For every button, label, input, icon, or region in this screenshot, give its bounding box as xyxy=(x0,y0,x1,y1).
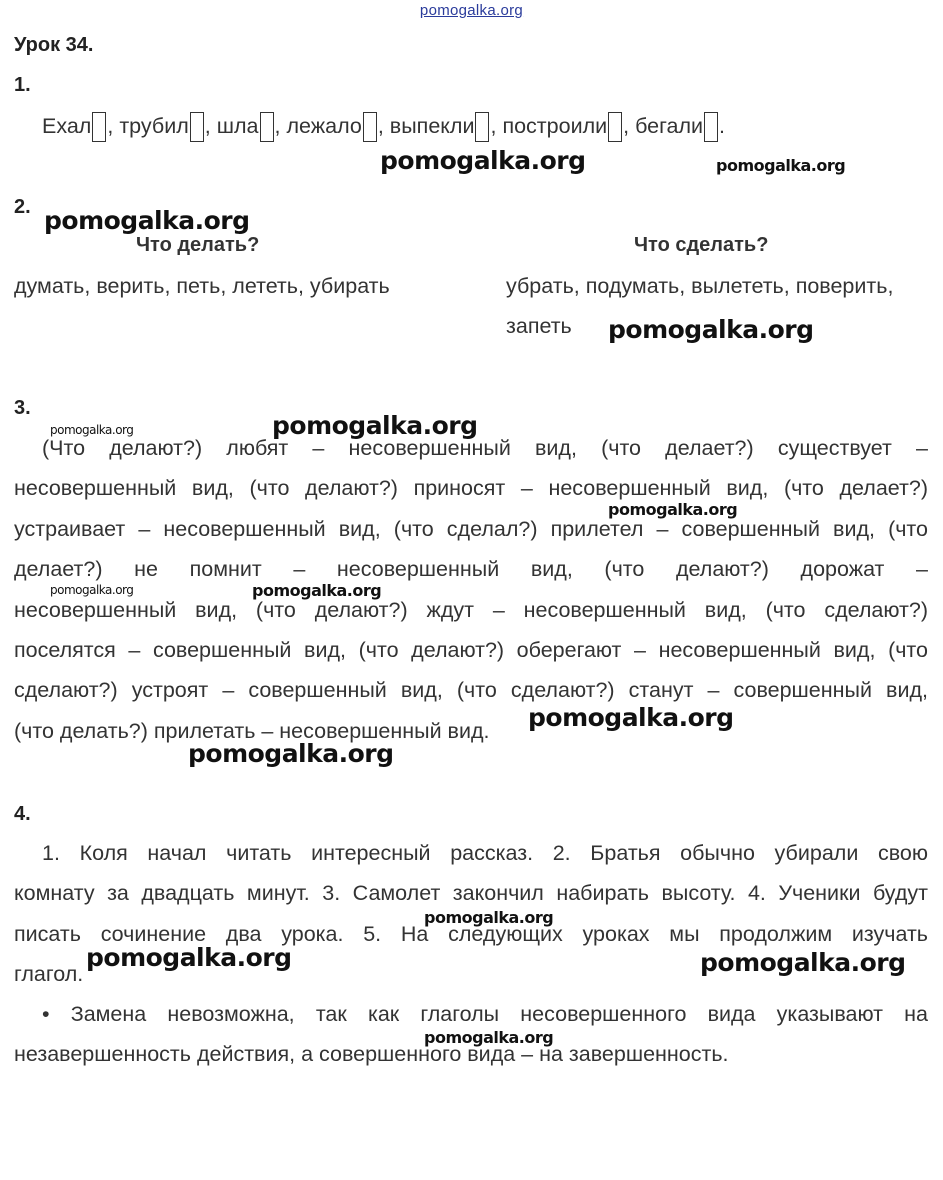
paragraph-line: комнату за двадцать минут. 3. Самолет закончил набирать высоту. 4. Ученики будут xyxy=(14,881,928,906)
answer-box xyxy=(475,112,489,142)
answer-box xyxy=(363,112,377,142)
paragraph-line: (что делать?) прилетать – несовершенный вид. xyxy=(14,718,490,743)
watermark: pomogalka.org xyxy=(424,1028,554,1047)
right-column-header: Что сделать? xyxy=(634,234,769,256)
task1-word: лежало xyxy=(286,114,362,138)
paragraph-line: глагол. xyxy=(14,962,84,987)
paragraph-line: сделают?) устроят – совершенный вид, (что сделают?) станут – совершенный вид, xyxy=(14,678,928,703)
paragraph-line: писать сочинение два урока. 5. На следующих уроках мы продолжим изучать xyxy=(14,921,928,946)
watermark: pomogalka.org xyxy=(188,739,394,768)
sentence-end: . xyxy=(719,114,726,138)
separator: , xyxy=(490,114,497,138)
left-column-header: Что делать? xyxy=(136,234,260,256)
separator: , xyxy=(274,114,281,138)
task1-word: построили xyxy=(502,114,608,138)
watermark: pomogalka.org xyxy=(252,581,382,600)
watermark: pomogalka.org xyxy=(716,156,846,175)
task1-word: выпекли xyxy=(389,114,475,138)
paragraph-line: несовершенный вид, (что делают?) приносят – несовершенный вид, (что делает?) xyxy=(14,476,928,501)
watermark: pomogalka.org xyxy=(272,411,478,440)
watermark: pomogalka.org xyxy=(608,500,738,519)
separator: , xyxy=(107,114,114,138)
task3-number: 3. xyxy=(14,397,31,419)
answer-box xyxy=(260,112,274,142)
paragraph-line: поселятся – совершенный вид, (что делают?) оберегают – несовершенный вид, (что xyxy=(14,637,928,662)
lesson-title: Урок 34. xyxy=(14,34,94,56)
paragraph-line: несовершенный вид, (что делают?) ждут – несовершенный вид, (что сделают?) xyxy=(14,597,928,622)
watermark: pomogalka.org xyxy=(380,146,586,175)
separator: , xyxy=(204,114,211,138)
watermark: pomogalka.org xyxy=(50,423,134,437)
watermark: pomogalka.org xyxy=(424,908,554,927)
answer-box xyxy=(92,112,106,142)
watermark: pomogalka.org xyxy=(44,206,250,235)
right-column-line-2: запеть xyxy=(506,314,572,338)
note-line: незавершенность действия, а совершенного вида – на завершенность. xyxy=(14,1042,729,1067)
separator: , xyxy=(623,114,630,138)
task1-number: 1. xyxy=(14,74,31,96)
watermark: pomogalka.org xyxy=(50,583,134,597)
task1-word: трубил xyxy=(119,114,189,138)
answer-box xyxy=(608,112,622,142)
top-watermark-link[interactable]: pomogalka.org xyxy=(419,2,524,19)
left-column-text: думать, верить, петь, лететь, убирать xyxy=(14,274,390,298)
paragraph-line: делает?) не помнит – несовершенный вид, (что делают?) дорожат – xyxy=(14,557,928,582)
task2-number: 2. xyxy=(14,196,31,218)
paragraph-line: устраивает – несовершенный вид, (что сделал?) прилетел – совершенный вид, (что xyxy=(14,516,928,541)
task1-word: Ехал xyxy=(42,114,92,138)
task4-number: 4. xyxy=(14,803,31,825)
note-line: • Замена невозможна, так как глаголы несовершенного вида указывают на xyxy=(42,1002,928,1026)
task1-word: шла xyxy=(216,114,259,138)
watermark: pomogalka.org xyxy=(86,943,292,972)
task1-sentence xyxy=(42,112,725,142)
answer-box xyxy=(704,112,718,142)
paragraph-line: (Что делают?) любят – несовершенный вид, (что делает?) существует – xyxy=(42,436,928,460)
task1-word: бегали xyxy=(635,114,704,138)
separator: , xyxy=(377,114,384,138)
right-column-line-1: убрать, подумать, вылететь, поверить, xyxy=(506,274,894,298)
watermark: pomogalka.org xyxy=(700,948,906,977)
watermark: pomogalka.org xyxy=(608,315,814,344)
watermark: pomogalka.org xyxy=(528,703,734,732)
paragraph-line: 1. Коля начал читать интересный рассказ. 2. Братья обычно убирали свою xyxy=(42,841,928,865)
answer-box xyxy=(190,112,204,142)
task3-paragraph xyxy=(14,428,928,751)
